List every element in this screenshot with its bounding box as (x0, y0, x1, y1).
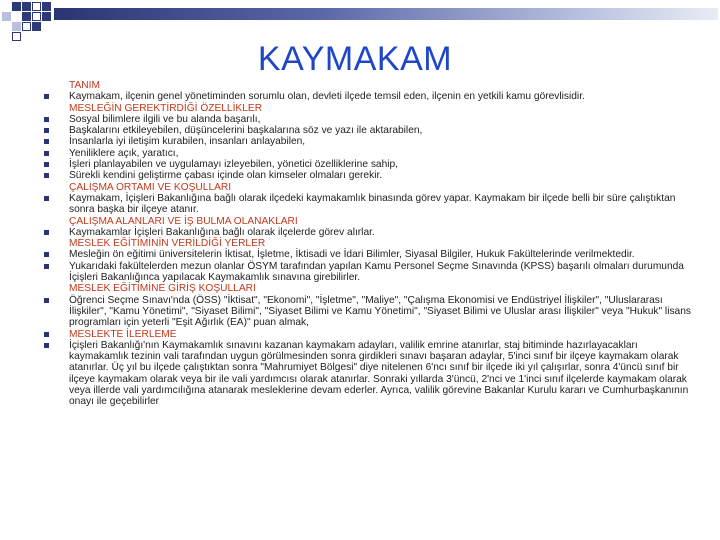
list-item: İşleri planlayabilen ve uygulamayı izleyebilen, yönetici özelliklerine sahip, (44, 159, 694, 170)
list-item: Başkalarını etkileyebilen, düşüncelerini başkalarına söz ve yazı ile aktarabilen, (44, 125, 694, 136)
section-heading: MESLEK EĞİTİMİNİN VERİLDİĞİ YERLER (69, 238, 266, 250)
list-item: İçişleri Bakanlığı'nın Kaymakamlık sınavını kazanan kaymakam adayları, valilik emrine atanırlar, staj bitiminde hazırlayacakları kaymakamlık tezinin vali tarafından uygun görülmesinden sonra girdikleri sınavı başaran adaylar, 5'inci sınıf bir ilçeye kaymakam olarak atanırlar. Üç yıl bu ilçede çalıştıktan sonra "Mahrumiyet Bölgesi" diye nitelenen 6'ncı sınıf bir ilçede iki yıl çalışırlar, sonra 4'üncü sınıf bir ilçeye kaymakam olarak veya bir ile vali yardımcısı olarak atanırlar. Sonraki yıllarda 3'üncü, 2'nci ve 1'inci sınıf ilçelerde kaymakam olarak veya illerde vali yardımcılığına atanarak mesleklerine devam ederler. Ayrıca, valilik görevine Bakanlar Kurulu kararı ve Cumhurbaşkanının onayı ile geçebilirler (44, 340, 694, 408)
list-item: Kaymakamlar İçişleri Bakanlığına bağlı olarak ilçelerde görev alırlar. (44, 227, 694, 238)
list-item: İnsanlarla iyi iletişim kurabilen, insanları anlayabilen, (44, 136, 694, 147)
list-item: Yeniliklere açık, yaratıcı, (44, 148, 694, 159)
list-item: Yukarıdaki fakültelerden mezun olanlar ÖSYM tarafından yapılan Kamu Personel Seçme Sınavında (KPSS) başarılı olmaları durumunda İçişleri Bakanlığınca yapılacak Kaymakamlık sınavına girebilirler. (44, 261, 694, 284)
list-item: Sürekli kendini geliştirme çabası içinde olan kimseler olmaları gerekir. (44, 170, 694, 181)
list-item: Kaymakam, ilçenin genel yönetiminden sorumlu olan, devleti ilçede temsil eden, ilçenin en yetkili kamu görevlisidir. (44, 91, 694, 102)
list-item: Kaymakam, İçişleri Bakanlığına bağlı olarak ilçedeki kaymakamlık binasında görev yapar. Kaymakam bir ilçede belli bir süre çalıştıktan sonra başka bir ilçeye atanır. (44, 193, 694, 216)
section-heading: ÇALIŞMA ALANLARI VE İŞ BULMA OLANAKLARI (69, 215, 298, 227)
header-gradient-bar (54, 8, 718, 20)
section-heading: MESLEĞİN GEREKTİRDİĞİ ÖZELLİKLER (69, 102, 263, 114)
section-heading: TANIM (69, 80, 100, 91)
section-heading: ÇALIŞMA ORTAMI VE KOŞULLARI (69, 181, 232, 193)
corner-decoration (0, 0, 60, 40)
list-item: Mesleğin ön eğitimi üniversitelerin İktisat, İşletme, İktisadi ve İdari Bilimler, Siyasal Bilgiler, Hukuk Fakültelerinde verilmektedir. (44, 249, 694, 260)
section-heading: MESLEK EĞİTİMİNE GİRİŞ KOŞULLARI (69, 283, 256, 295)
list-item: Öğrenci Seçme Sınavı'nda (ÖSS) "İktisat", "Ekonomi", "İşletme", "Maliye", "Çalışma Ekonomisi ve Endüstriyel İlişkiler", "Uluslararası İlişkiler", "Kamu Yönetimi", "Siyaset Bilimi", "Siyaset Bilimi ve Kamu Yönetimi", "Siyaset Bilimi ve Uluslar arası İlişkiler" veya "Hukuk" lisans programları için yeterli "Eşit Ağırlık (EA)" puan almak, (44, 295, 694, 329)
page-title: KAYMAKAM (257, 40, 453, 78)
content-list (44, 80, 694, 408)
section-heading: MESLEKTE İLERLEME (44, 329, 694, 340)
list-item: Sosyal bilimlere ilgili ve bu alanda başarılı, (44, 114, 694, 125)
